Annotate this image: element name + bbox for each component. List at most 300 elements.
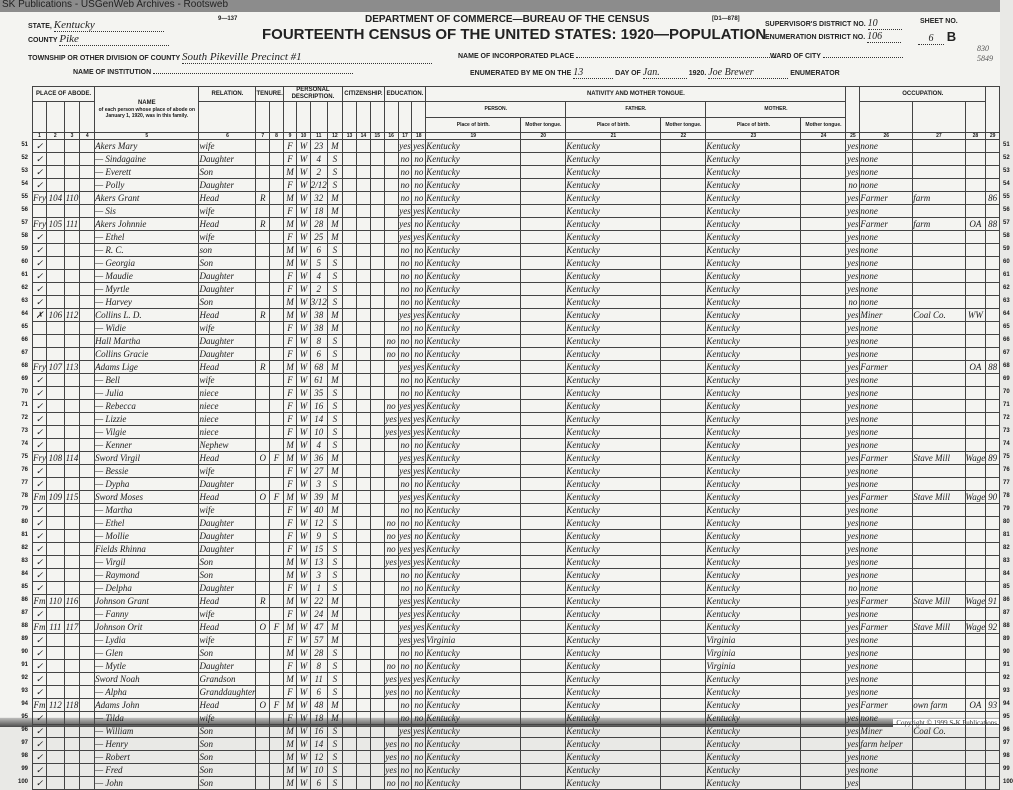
cell-class [965,270,986,283]
line-number: 88 [21,622,28,629]
cell-class [965,205,986,218]
empty-cell [661,244,706,257]
cell-relation: Son [199,569,256,582]
cell-school [384,361,398,374]
empty-cell [801,413,846,426]
cell-school: no [384,348,398,361]
cell-trade: none [860,322,913,335]
cell-fpob: Kentucky [566,218,661,231]
cell-sex: M [283,673,296,686]
cell-sex: M [283,218,296,231]
empty-cell [661,686,706,699]
empty-cell [80,244,95,257]
table-row [33,140,1000,153]
empty-cell [521,296,566,309]
cell-read: yes [399,140,411,151]
cell-relation: Daughter [199,283,256,296]
empty-cell [356,751,370,764]
cell-name: — Lizzie [95,413,199,426]
cell-pob: Kentucky [426,543,521,556]
empty-cell [356,387,370,400]
empty-cell [801,712,846,725]
state-value: Kentucky [54,20,164,32]
cell-mpob: Kentucky [706,426,801,439]
cell-marital: S [327,387,342,400]
cell-industry [913,478,965,491]
cell-family [64,517,80,530]
cell-age: 6 [310,686,327,699]
empty-cell [356,725,370,738]
cell-industry [913,673,965,686]
cell-read: no [398,647,412,660]
cell-fpob: Kentucky [566,647,661,660]
cell-read: no [398,179,412,192]
cell-pob: Kentucky [426,153,521,166]
empty-cell [343,517,357,530]
empty-cell [370,244,384,257]
cell-read: yes [399,634,411,645]
cell-english: yes [847,751,859,762]
cell-pob: Kentucky [426,504,521,517]
empty-cell [801,582,846,595]
empty-cell [661,335,706,348]
cell-trade: Farmer [860,491,913,504]
cell-fpob: Kentucky [566,764,661,777]
cell-dwelling [47,517,65,530]
line-number: 97 [21,739,28,746]
table-row [33,595,1000,608]
cell-class [965,647,986,660]
empty-cell [661,192,706,205]
line-number-right: 74 [1003,440,1010,447]
cell-school [384,322,398,335]
line-number-right: 57 [1003,219,1010,226]
empty-cell [521,387,566,400]
cell-mpob: Kentucky [706,621,801,634]
cell-dwelling [47,608,65,621]
cell-school: no [384,660,398,673]
cell-mpob: Kentucky [706,452,801,465]
column-number: 4 [80,133,95,140]
cell-age: 10 [310,426,327,439]
line-number: 75 [21,453,28,460]
cell-race: W [297,452,310,465]
cell-street: Fm [33,621,46,632]
line-number: 56 [21,206,28,213]
cell-tenure2 [270,374,284,387]
cell-name: — Ethel [95,517,199,530]
cell-race: W [297,309,310,322]
line-number-right: 93 [1003,687,1010,694]
cell-street: ✓ [33,257,47,270]
cell-tenure2 [270,348,284,361]
cell-tenure1 [256,205,270,218]
cell-age: 68 [310,361,327,374]
cell-read: yes [399,491,411,502]
cell-read: no [398,504,412,517]
cell-english: yes [847,361,859,372]
cell-street [33,322,47,335]
cell-pob: Kentucky [426,660,521,673]
line-number-right: 73 [1003,427,1010,434]
cell-race: W [297,582,310,595]
cell-dwelling [47,374,65,387]
table-row [33,179,1000,192]
empty-cell [801,166,846,179]
empty-cell [521,426,566,439]
cell-tenure2 [270,387,284,400]
cell-fpob: Kentucky [566,426,661,439]
cell-read: no [398,751,412,764]
cell-tenure1 [256,374,270,387]
cell-age: 38 [310,322,327,335]
cell-tenure2 [270,166,284,179]
line-number-right: 62 [1003,284,1010,291]
column-number: 26 [860,133,913,140]
table-row [33,608,1000,621]
cell-street: ✓ [33,738,47,751]
cell-tenure2 [270,673,284,686]
cell-fpob: Kentucky [566,270,661,283]
empty-cell [661,673,706,686]
cell-class [965,478,986,491]
cell-school [384,244,398,257]
cell-card [986,400,1000,413]
empty-cell [521,335,566,348]
cell-pob: Kentucky [426,647,521,660]
empty-cell [343,777,357,790]
empty-cell [343,400,357,413]
institution-value [153,73,353,74]
cell-write: no [412,387,426,400]
cell-industry [913,738,965,751]
cell-marital: S [327,569,342,582]
line-number-right: 91 [1003,661,1010,668]
cell-pob: Kentucky [426,309,521,322]
cell-card: 90 [986,491,1000,504]
cell-street: ✓ [33,530,47,543]
cell-dwelling [47,647,65,660]
cell-read: no [398,569,412,582]
cell-tenure1: O [256,699,270,712]
cell-read: yes [399,543,411,554]
empty-cell [801,634,846,647]
cell-family [64,179,80,192]
empty-cell [801,504,846,517]
cell-relation: Daughter [199,335,256,348]
cell-race: W [297,231,310,244]
cell-school: yes [385,673,397,684]
cell-dwelling [47,270,65,283]
line-number: 64 [21,310,28,317]
cell-tenure2 [270,244,284,257]
empty-cell [80,569,95,582]
empty-cell [343,699,357,712]
cell-mpob: Kentucky [706,699,801,712]
cell-pob: Kentucky [426,439,521,452]
cell-fpob: Kentucky [566,543,661,556]
cell-english: yes [847,413,859,424]
cell-sex: F [283,413,296,426]
cell-pob: Kentucky [426,348,521,361]
cell-trade: none [860,439,913,452]
empty-cell [661,452,706,465]
empty-cell [356,608,370,621]
cell-race: W [297,491,310,504]
cell-name: — Widie [95,322,199,335]
empty-cell [343,296,357,309]
line-number-right: 79 [1003,505,1010,512]
cell-write: no [412,296,426,309]
line-number: 99 [21,765,28,772]
cell-dwelling [47,140,65,153]
cell-family [64,764,80,777]
cell-name: Sword Noah [95,673,199,686]
line-number: 67 [21,349,28,356]
cell-english: yes [847,322,859,333]
empty-cell [343,751,357,764]
empty-cell [661,764,706,777]
line-number-right: 64 [1003,310,1010,317]
empty-cell [521,660,566,673]
cell-race: W [297,660,310,673]
cell-sex: F [283,504,296,517]
cell-mpob: Kentucky [706,400,801,413]
cell-family [64,660,80,673]
empty-cell [661,517,706,530]
cell-school [384,166,398,179]
empty-cell [801,270,846,283]
form-code: [D1—878] [712,16,740,22]
empty-cell [80,413,95,426]
cell-marital: S [327,647,342,660]
cell-pob: Kentucky [426,361,521,374]
cell-race: W [297,569,310,582]
cell-relation: Son [199,725,256,738]
cell-street: ✓ [33,569,47,582]
empty-cell [356,231,370,244]
cell-class: Wage [965,595,986,606]
line-number: 65 [21,323,28,330]
cell-trade: none [860,478,913,491]
empty-cell [521,504,566,517]
empty-cell [521,491,566,504]
header-card-number [986,87,1000,133]
cell-read: no [398,387,412,400]
cell-card [986,413,1000,426]
empty-cell [370,504,384,517]
line-number-right: 88 [1003,622,1010,629]
empty-cell [521,244,566,257]
cell-read: no [398,712,412,725]
cell-read: no [398,699,412,712]
cell-name: Fields Rhinna [95,543,199,556]
empty-cell [661,699,706,712]
column-number: 7 [256,133,270,140]
cell-tenure1: R [256,595,270,608]
cell-read: yes [399,465,411,476]
cell-sex: F [283,270,296,283]
cell-tenure1 [256,712,270,725]
cell-race: W [297,556,310,569]
cell-class [965,244,986,257]
cell-tenure1 [256,244,270,257]
cell-mpob: Kentucky [706,374,801,387]
cell-sex: M [283,647,296,660]
line-number-right: 61 [1003,271,1010,278]
empty-cell [80,738,95,751]
cell-school [384,387,398,400]
empty-cell [801,153,846,166]
cell-card: 86 [986,192,1000,205]
cell-tenure2 [270,660,284,673]
empty-cell [661,296,706,309]
cell-fpob: Kentucky [566,530,661,543]
state-field: STATE, Kentucky [28,20,164,32]
cell-sex: F [283,387,296,400]
empty-cell [343,634,357,647]
cell-race: W [297,530,310,543]
cell-class [965,231,986,244]
cell-mpob: Kentucky [706,725,801,738]
header-able-read [398,102,412,133]
cell-trade: none [860,270,913,283]
cell-write: no [412,647,426,660]
cell-card [986,660,1000,673]
cell-family [64,478,80,491]
line-number: 53 [21,167,28,174]
empty-cell [370,192,384,205]
cell-class [965,335,986,348]
cell-family [64,205,80,218]
cell-street: ✓ [33,400,47,413]
cell-fpob: Kentucky [566,348,661,361]
line-number-right: 56 [1003,206,1010,213]
cell-marital: M [327,205,342,218]
empty-cell [801,478,846,491]
cell-english: yes [847,153,859,164]
cell-fpob: Kentucky [566,725,661,738]
cell-trade: Farmer [860,361,913,374]
cell-age: 12 [310,751,327,764]
empty-cell [661,218,706,231]
cell-marital: S [327,517,342,530]
empty-cell [370,439,384,452]
empty-cell [80,335,95,348]
cell-street: ✓ [33,582,47,595]
cell-tenure1 [256,725,270,738]
cell-age: 36 [310,452,327,465]
cell-card [986,153,1000,166]
cell-card [986,764,1000,777]
cell-english: yes [847,738,859,749]
empty-cell [370,426,384,439]
cell-tenure2 [270,426,284,439]
empty-cell [801,361,846,374]
line-number-right: 53 [1003,167,1010,174]
cell-tenure1 [256,634,270,647]
cell-tenure2 [270,296,284,309]
column-number: 8 [270,133,284,140]
cell-race: W [297,504,310,517]
line-number: 77 [21,479,28,486]
empty-cell [521,777,566,790]
cell-fpob: Kentucky [566,335,661,348]
cell-sex: M [283,751,296,764]
archive-banner [0,0,1000,12]
cell-race: W [297,725,310,738]
cell-write: no [412,517,426,530]
empty-cell [80,621,95,634]
cell-sex: M [283,777,296,790]
cell-card [986,348,1000,361]
cell-school [384,218,398,231]
cell-dwelling [47,504,65,517]
line-number-right: 72 [1003,414,1010,421]
cell-fpob: Kentucky [566,231,661,244]
line-number: 91 [21,661,28,668]
cell-name: — Sindagaine [95,153,199,166]
cell-street: ✓ [33,764,47,777]
cell-name: — R. C. [95,244,199,257]
cell-relation: wife [199,712,256,725]
cell-street: ✓ [33,543,47,556]
empty-cell [521,465,566,478]
township-label: TOWNSHIP OR OTHER DIVISION OF COUNTY [28,55,181,62]
cell-industry: Stave Mill [913,452,965,465]
empty-cell [661,309,706,322]
cell-mpob: Kentucky [706,530,801,543]
cell-school [384,504,398,517]
line-number: 58 [21,232,28,239]
empty-cell [521,192,566,205]
cell-age: 57 [310,634,327,647]
line-number-right: 78 [1003,492,1010,499]
cell-trade: none [860,296,913,309]
column-number: 11 [310,133,327,140]
empty-cell [661,153,706,166]
cell-pob: Kentucky [426,725,521,738]
ward-value [823,57,903,58]
cell-race: W [297,699,310,712]
empty-cell [356,556,370,569]
empty-cell [343,491,357,504]
cell-marital: M [327,452,342,465]
header-tenure: TENURE. [256,87,283,102]
cell-family [64,673,80,686]
line-number: 87 [21,609,28,616]
cell-sex: F [283,400,296,413]
cell-family [64,686,80,699]
cell-relation: niece [199,426,256,439]
cell-mpob: Kentucky [706,543,801,556]
cell-name: — Maudie [95,270,199,283]
line-number: 71 [21,401,28,408]
empty-cell [661,374,706,387]
empty-cell [801,296,846,309]
cell-age: 13 [310,556,327,569]
table-row [33,348,1000,361]
line-number-right: 80 [1003,518,1010,525]
line-number-right: 85 [1003,583,1010,590]
cell-age: 6 [310,348,327,361]
header-year-immigration [343,102,357,133]
empty-cell [80,153,95,166]
cell-marital: M [327,504,342,517]
empty-cell [356,179,370,192]
cell-sex: F [283,231,296,244]
cell-dwelling [47,205,65,218]
